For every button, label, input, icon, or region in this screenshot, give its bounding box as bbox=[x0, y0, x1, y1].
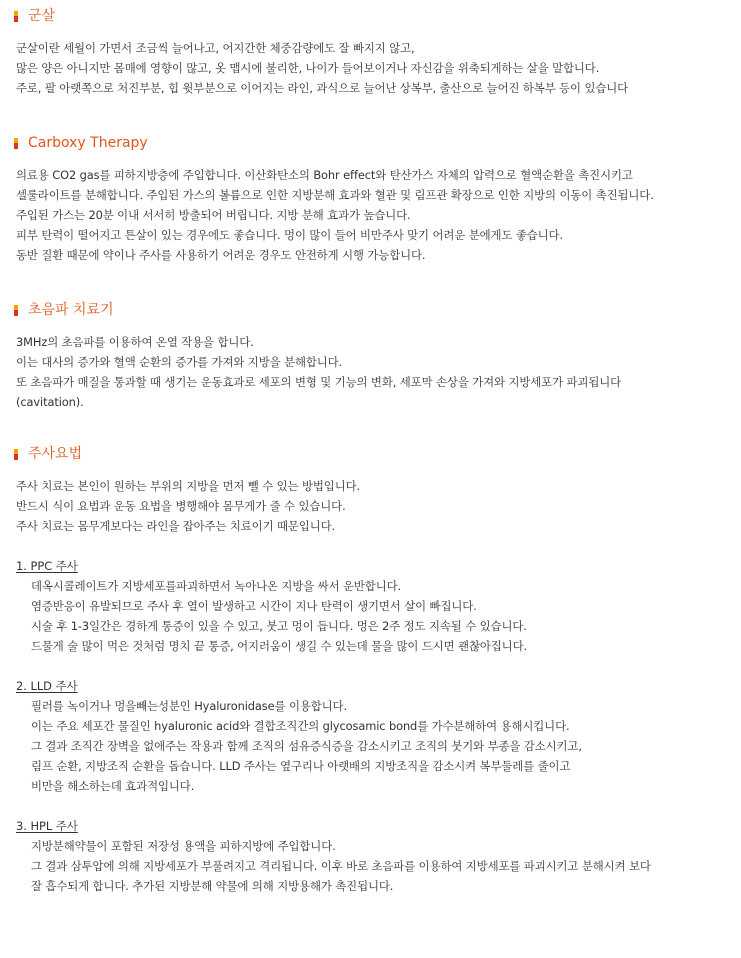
section-title: Carboxy Therapy bbox=[28, 135, 148, 151]
body-line: 이는 대사의 증가와 혈액 순환의 증가를 가져와 지방을 분해합니다. bbox=[16, 355, 343, 369]
section-body bbox=[16, 476, 736, 896]
heading-bullet-icon bbox=[14, 305, 18, 316]
section-title: 초음파 치료기 bbox=[28, 302, 114, 318]
body-line: 피부 탄력이 떨어지고 튼살이 있는 경우에도 좋습니다. 멍이 많이 들어 비만주사 맞기 어려운 분에게도 좋습니다. bbox=[16, 228, 563, 242]
item-line: 지방분해약물이 포함된 저장성 용액을 피하지방에 주입합니다. bbox=[31, 839, 336, 853]
section-carboxy-therapy bbox=[0, 133, 741, 262]
section-ultrasound bbox=[0, 300, 741, 409]
item-heading: 2. LLD 주사 bbox=[16, 679, 78, 693]
item-line: 드물게 술 많이 먹은 것처럼 명치 끝 통증, 어지러움이 생길 수 있는데 물을 많이 드시면 괜찮아집니다. bbox=[31, 639, 527, 653]
item-line: 비만을 해소하는데 효과적입니다. bbox=[31, 779, 195, 793]
item-line: 그 결과 조직간 장벽을 없애주는 작용과 함께 조직의 섬유증식증을 감소시키고 조직의 붓기와 부종을 감소시키고, bbox=[31, 739, 582, 753]
section-title: 주사요법 bbox=[28, 446, 83, 462]
body-line: 많은 양은 아니지만 몸매에 영향이 많고, 옷 맵시에 불리한, 나이가 들어보이거나 자신감을 위축되게하는 살을 말합니다. bbox=[16, 61, 600, 75]
section-body bbox=[16, 165, 736, 265]
item-line: 잘 흡수되게 합니다. 추가된 지방분해 약물에 의해 지방용해가 촉진됩니다. bbox=[31, 879, 394, 893]
body-line: 반드시 식이 요법과 운동 요법을 병행해야 몸무게가 줄 수 있습니다. bbox=[16, 499, 346, 513]
heading-bullet-icon bbox=[14, 11, 18, 22]
section-gunsal bbox=[0, 6, 741, 95]
body-line: 동반 질환 때문에 약이나 주사를 사용하기 어려운 경우도 안전하게 시행 가능합니다. bbox=[16, 248, 426, 262]
item-ppc bbox=[16, 556, 736, 656]
item-line: 림프 순환, 지방조직 순환을 돕습니다. LLD 주사는 옆구리나 아랫배의 지방조직을 감소시켜 복부둘레를 줄이고 bbox=[31, 759, 571, 773]
section-body bbox=[16, 332, 736, 412]
body-line: 3MHz의 초음파를 이용하여 온열 작용을 합니다. bbox=[16, 335, 254, 349]
body-line: 주입된 가스는 20분 이내 서서히 방출되어 버립니다. 지방 분해 효과가 높습니다. bbox=[16, 208, 411, 222]
body-line: 주로, 팔 아랫쪽으로 처진부분, 힙 윗부분으로 이어지는 라인, 과식으로 늘어난 상복부, 출산으로 늘어진 하복부 등이 있습니다 bbox=[16, 81, 629, 95]
section-body bbox=[16, 38, 736, 98]
item-line: 필러를 녹이거나 멍을빼는성분인 Hyaluronidase를 이용합니다. bbox=[31, 699, 347, 713]
body-line: 군살이란 세월이 가면서 조금씩 늘어나고, 어지간한 체중감량에도 잘 빠지지 않고, bbox=[16, 41, 415, 55]
body-line: (cavitation). bbox=[16, 395, 84, 409]
section-injection-therapy bbox=[0, 444, 741, 893]
item-line: 이는 주요 세포간 물질인 hyaluronic acid와 결합조직간의 glycosamic bond를 가수분해하여 용해시킵니다. bbox=[31, 719, 570, 733]
item-lld bbox=[16, 676, 736, 796]
section-heading bbox=[0, 6, 741, 26]
body-line: 주사 치료는 본인이 원하는 부위의 지방을 먼저 뺄 수 있는 방법입니다. bbox=[16, 479, 361, 493]
body-line: 주사 치료는 몸무게보다는 라인을 잡아주는 치료이기 때문입니다. bbox=[16, 519, 336, 533]
section-title: 군살 bbox=[28, 8, 56, 24]
item-heading: 1. PPC 주사 bbox=[16, 559, 78, 573]
section-heading bbox=[0, 300, 741, 320]
item-line: 데옥시콜레이트가 지방세포를파괴하면서 녹아나온 지방을 싸서 운반합니다. bbox=[31, 579, 402, 593]
item-heading: 3. HPL 주사 bbox=[16, 819, 78, 833]
body-line: 또 초음파가 매질을 통과할 때 생기는 운동효과로 세포의 변형 및 기능의 변화, 세포막 손상을 가져와 지방세포가 파괴됩니다 bbox=[16, 375, 622, 389]
item-line: 시술 후 1-3일간은 경하게 통증이 있을 수 있고, 붓고 멍이 듭니다. 멍은 2주 정도 지속될 수 있습니다. bbox=[31, 619, 527, 633]
item-line: 염증반응이 유발되므로 주사 후 열이 발생하고 시간이 지나 탄력이 생기면서 살이 빠집니다. bbox=[31, 599, 477, 613]
section-heading bbox=[0, 444, 741, 464]
body-line: 의료용 CO2 gas를 피하지방층에 주입합니다. 이산화탄소의 Bohr effect와 탄산가스 자체의 압력으로 혈액순환을 촉진시키고 bbox=[16, 168, 633, 182]
heading-bullet-icon bbox=[14, 449, 18, 460]
section-heading bbox=[0, 133, 741, 153]
item-hpl bbox=[16, 816, 736, 896]
heading-bullet-icon bbox=[14, 138, 18, 149]
item-line: 그 결과 삼투압에 의해 지방세포가 부풀려지고 격리됩니다. 이후 바로 초음파를 이용하여 지방세포를 파괴시키고 분해시켜 보다 bbox=[31, 859, 651, 873]
body-line: 셀룰라이트를 분해합니다. 주입된 가스의 볼륨으로 인한 지방분해 효과와 혈관 및 림프관 확장으로 인한 지방의 이동이 촉진됩니다. bbox=[16, 188, 654, 202]
